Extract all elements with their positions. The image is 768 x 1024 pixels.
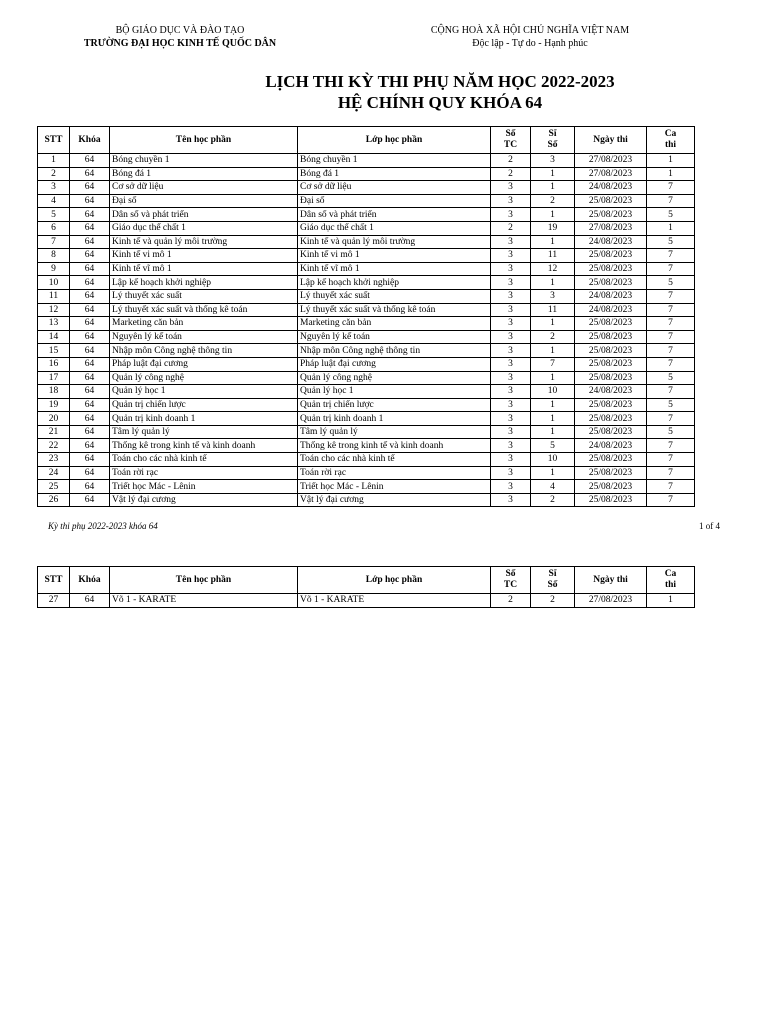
cell-si-so: 1 (531, 398, 575, 412)
cell-si-so: 1 (531, 466, 575, 480)
cell-lop-hoc-phan: Quản trị chiến lược (298, 398, 491, 412)
cell-ten-hoc-phan: Kinh tế vi mô 1 (110, 249, 298, 263)
cell-si-so: 1 (531, 371, 575, 385)
cell-so-tc: 3 (491, 276, 531, 290)
cell-si-so: 1 (531, 167, 575, 181)
cell-khoa: 64 (70, 385, 110, 399)
cell-stt: 23 (38, 453, 70, 467)
ministry-name: BỘ GIÁO DỤC VÀ ĐÀO TẠO (115, 25, 245, 36)
cell-ngay-thi: 24/08/2023 (575, 303, 647, 317)
cell-ten-hoc-phan: Bóng đá 1 (110, 167, 298, 181)
cell-ngay-thi: 24/08/2023 (575, 235, 647, 249)
cell-lop-hoc-phan: Cơ sở dữ liệu (298, 181, 491, 195)
table-header-row (38, 567, 695, 594)
cell-lop-hoc-phan: Tâm lý quản lý (298, 425, 491, 439)
cell-khoa: 64 (70, 453, 110, 467)
cell-si-so: 1 (531, 208, 575, 222)
cell-stt: 18 (38, 385, 70, 399)
col-header-ten-hoc-phan: Tên học phần (110, 567, 298, 594)
cell-stt: 3 (38, 181, 70, 195)
cell-ca-thi: 7 (647, 453, 695, 467)
table-row (38, 412, 695, 426)
cell-si-so: 4 (531, 480, 575, 494)
cell-ca-thi: 7 (647, 181, 695, 195)
cell-ngay-thi: 24/08/2023 (575, 385, 647, 399)
cell-ca-thi: 7 (647, 439, 695, 453)
cell-si-so: 1 (531, 181, 575, 195)
table-row (38, 154, 695, 168)
cell-si-so: 5 (531, 439, 575, 453)
cell-ten-hoc-phan: Lý thuyết xác suất và thống kê toán (110, 303, 298, 317)
ministry-header (60, 24, 300, 50)
cell-so-tc: 3 (491, 453, 531, 467)
cell-khoa: 64 (70, 493, 110, 507)
cell-lop-hoc-phan: Lý thuyết xác suất và thống kê toán (298, 303, 491, 317)
cell-ngay-thi: 24/08/2023 (575, 439, 647, 453)
cell-si-so: 1 (531, 276, 575, 290)
national-header (420, 24, 640, 50)
cell-si-so: 2 (531, 594, 575, 608)
cell-ngay-thi: 25/08/2023 (575, 262, 647, 276)
cell-so-tc: 3 (491, 357, 531, 371)
cell-khoa: 64 (70, 167, 110, 181)
cell-khoa: 64 (70, 221, 110, 235)
cell-ngay-thi: 27/08/2023 (575, 154, 647, 168)
cell-ten-hoc-phan: Toán rời rạc (110, 466, 298, 480)
cell-si-so: 10 (531, 453, 575, 467)
cell-so-tc: 3 (491, 398, 531, 412)
cell-stt: 9 (38, 262, 70, 276)
title-line-1: LỊCH THI KỲ THI PHỤ NĂM HỌC 2022-2023 (265, 72, 615, 91)
cell-lop-hoc-phan: Toán rời rạc (298, 466, 491, 480)
cell-ten-hoc-phan: Nhập môn Công nghệ thông tin (110, 344, 298, 358)
cell-so-tc: 2 (491, 167, 531, 181)
table-row (38, 208, 695, 222)
national-motto: Độc lập - Tự do - Hạnh phúc (472, 38, 588, 49)
document-title (180, 71, 700, 113)
cell-stt: 16 (38, 357, 70, 371)
cell-so-tc: 3 (491, 249, 531, 263)
cell-khoa: 64 (70, 208, 110, 222)
cell-lop-hoc-phan: Pháp luật đại cương (298, 357, 491, 371)
cell-stt: 1 (38, 154, 70, 168)
col-header-ten-hoc-phan: Tên học phần (110, 127, 298, 154)
table-row (38, 249, 695, 263)
cell-si-so: 1 (531, 235, 575, 249)
cell-ca-thi: 7 (647, 194, 695, 208)
cell-lop-hoc-phan: Marketing căn bản (298, 317, 491, 331)
table-row (38, 425, 695, 439)
cell-so-tc: 3 (491, 181, 531, 195)
table-row (38, 357, 695, 371)
cell-si-so: 3 (531, 289, 575, 303)
cell-ca-thi: 7 (647, 357, 695, 371)
cell-ngay-thi: 25/08/2023 (575, 317, 647, 331)
cell-ngay-thi: 25/08/2023 (575, 412, 647, 426)
cell-khoa: 64 (70, 398, 110, 412)
cell-ca-thi: 7 (647, 317, 695, 331)
cell-ten-hoc-phan: Bóng chuyền 1 (110, 154, 298, 168)
table-row (38, 493, 695, 507)
cell-lop-hoc-phan: Bóng đá 1 (298, 167, 491, 181)
cell-stt: 15 (38, 344, 70, 358)
cell-khoa: 64 (70, 480, 110, 494)
cell-stt: 4 (38, 194, 70, 208)
col-header-khoa: Khóa (70, 127, 110, 154)
cell-lop-hoc-phan: Bóng chuyền 1 (298, 154, 491, 168)
cell-ten-hoc-phan: Triết học Mác - Lênin (110, 480, 298, 494)
table-row (38, 453, 695, 467)
cell-stt: 17 (38, 371, 70, 385)
cell-ngay-thi: 25/08/2023 (575, 466, 647, 480)
table-row (38, 276, 695, 290)
cell-ten-hoc-phan: Lý thuyết xác suất (110, 289, 298, 303)
col-header-stt: STT (38, 567, 70, 594)
cell-si-so: 11 (531, 249, 575, 263)
exam-schedule-table-page-2 (37, 566, 695, 608)
cell-stt: 26 (38, 493, 70, 507)
cell-si-so: 1 (531, 317, 575, 331)
cell-ten-hoc-phan: Cơ sở dữ liệu (110, 181, 298, 195)
cell-ca-thi: 7 (647, 480, 695, 494)
col-header-lop-hoc-phan: Lớp học phần (298, 567, 491, 594)
cell-so-tc: 3 (491, 330, 531, 344)
cell-si-so: 2 (531, 330, 575, 344)
cell-stt: 8 (38, 249, 70, 263)
cell-stt: 11 (38, 289, 70, 303)
cell-khoa: 64 (70, 317, 110, 331)
cell-ten-hoc-phan: Giáo dục thể chất 1 (110, 221, 298, 235)
cell-khoa: 64 (70, 249, 110, 263)
cell-lop-hoc-phan: Toán cho các nhà kinh tế (298, 453, 491, 467)
cell-si-so: 10 (531, 385, 575, 399)
col-header-lop-hoc-phan: Lớp học phần (298, 127, 491, 154)
cell-ca-thi: 7 (647, 493, 695, 507)
col-header-so-tc: Số TC (491, 127, 531, 154)
cell-ngay-thi: 25/08/2023 (575, 276, 647, 290)
cell-ten-hoc-phan: Nguyên lý kế toán (110, 330, 298, 344)
cell-stt: 27 (38, 594, 70, 608)
cell-lop-hoc-phan: Kinh tế vi mô 1 (298, 249, 491, 263)
cell-ca-thi: 5 (647, 208, 695, 222)
cell-stt: 14 (38, 330, 70, 344)
cell-khoa: 64 (70, 289, 110, 303)
cell-so-tc: 3 (491, 439, 531, 453)
cell-ngay-thi: 25/08/2023 (575, 480, 647, 494)
cell-so-tc: 3 (491, 493, 531, 507)
cell-lop-hoc-phan: Kinh tế và quản lý môi trường (298, 235, 491, 249)
cell-ca-thi: 7 (647, 412, 695, 426)
cell-ca-thi: 7 (647, 330, 695, 344)
footer-caption: Kỳ thi phụ 2022-2023 khóa 64 (48, 521, 158, 531)
cell-stt: 6 (38, 221, 70, 235)
cell-si-so: 2 (531, 493, 575, 507)
cell-khoa: 64 (70, 425, 110, 439)
col-header-stt: STT (38, 127, 70, 154)
cell-ca-thi: 7 (647, 344, 695, 358)
table-header-row (38, 127, 695, 154)
table-row (38, 480, 695, 494)
cell-ngay-thi: 25/08/2023 (575, 344, 647, 358)
cell-so-tc: 3 (491, 425, 531, 439)
cell-khoa: 64 (70, 344, 110, 358)
cell-khoa: 64 (70, 181, 110, 195)
cell-stt: 2 (38, 167, 70, 181)
cell-stt: 25 (38, 480, 70, 494)
cell-so-tc: 3 (491, 371, 531, 385)
cell-so-tc: 3 (491, 317, 531, 331)
cell-stt: 22 (38, 439, 70, 453)
cell-ngay-thi: 25/08/2023 (575, 371, 647, 385)
cell-ngay-thi: 27/08/2023 (575, 594, 647, 608)
cell-lop-hoc-phan: Nguyên lý kế toán (298, 330, 491, 344)
table-row (38, 262, 695, 276)
cell-ngay-thi: 25/08/2023 (575, 398, 647, 412)
cell-so-tc: 2 (491, 221, 531, 235)
cell-ten-hoc-phan: Kinh tế vĩ mô 1 (110, 262, 298, 276)
col-header-ca-thi: Ca thi (647, 567, 695, 594)
col-header-si-so: Sĩ Số (531, 127, 575, 154)
country-name: CỘNG HOÀ XÃ HỘI CHỦ NGHĨA VIỆT NAM (430, 25, 630, 36)
page-number: 1 of 4 (699, 521, 720, 531)
cell-stt: 21 (38, 425, 70, 439)
cell-ngay-thi: 25/08/2023 (575, 453, 647, 467)
col-header-ngay-thi: Ngày thi (575, 127, 647, 154)
cell-so-tc: 3 (491, 412, 531, 426)
cell-ngay-thi: 24/08/2023 (575, 289, 647, 303)
table-row (38, 289, 695, 303)
cell-si-so: 3 (531, 154, 575, 168)
cell-so-tc: 3 (491, 466, 531, 480)
cell-ca-thi: 7 (647, 303, 695, 317)
table-row (38, 317, 695, 331)
col-header-so-tc: Số TC (491, 567, 531, 594)
cell-lop-hoc-phan: Võ 1 - KARATE (298, 594, 491, 608)
cell-ca-thi: 1 (647, 154, 695, 168)
cell-ca-thi: 1 (647, 594, 695, 608)
cell-stt: 24 (38, 466, 70, 480)
cell-so-tc: 3 (491, 480, 531, 494)
cell-stt: 19 (38, 398, 70, 412)
cell-khoa: 64 (70, 276, 110, 290)
cell-ngay-thi: 25/08/2023 (575, 208, 647, 222)
cell-so-tc: 3 (491, 289, 531, 303)
col-header-khoa: Khóa (70, 567, 110, 594)
cell-khoa: 64 (70, 262, 110, 276)
cell-ngay-thi: 25/08/2023 (575, 249, 647, 263)
table-row (38, 235, 695, 249)
cell-ten-hoc-phan: Vật lý đại cương (110, 493, 298, 507)
cell-si-so: 1 (531, 412, 575, 426)
cell-lop-hoc-phan: Dân số và phát triển (298, 208, 491, 222)
cell-stt: 13 (38, 317, 70, 331)
cell-ten-hoc-phan: Toán cho các nhà kinh tế (110, 453, 298, 467)
cell-lop-hoc-phan: Nhập môn Công nghệ thông tin (298, 344, 491, 358)
table-row (38, 167, 695, 181)
cell-ngay-thi: 24/08/2023 (575, 181, 647, 195)
cell-so-tc: 3 (491, 303, 531, 317)
cell-khoa: 64 (70, 357, 110, 371)
cell-ten-hoc-phan: Kinh tế và quản lý môi trường (110, 235, 298, 249)
cell-lop-hoc-phan: Quản trị kinh doanh 1 (298, 412, 491, 426)
cell-stt: 10 (38, 276, 70, 290)
col-header-ca-thi: Ca thi (647, 127, 695, 154)
table-row (38, 181, 695, 195)
cell-ca-thi: 7 (647, 289, 695, 303)
cell-lop-hoc-phan: Lập kế hoạch khởi nghiệp (298, 276, 491, 290)
cell-khoa: 64 (70, 371, 110, 385)
cell-lop-hoc-phan: Giáo dục thể chất 1 (298, 221, 491, 235)
cell-si-so: 1 (531, 344, 575, 358)
cell-si-so: 19 (531, 221, 575, 235)
cell-khoa: 64 (70, 235, 110, 249)
cell-ten-hoc-phan: Quản lý học 1 (110, 385, 298, 399)
cell-khoa: 64 (70, 439, 110, 453)
cell-ngay-thi: 27/08/2023 (575, 167, 647, 181)
table-row (38, 330, 695, 344)
cell-so-tc: 3 (491, 385, 531, 399)
cell-ten-hoc-phan: Võ 1 - KARATE (110, 594, 298, 608)
cell-ca-thi: 7 (647, 466, 695, 480)
cell-ca-thi: 7 (647, 262, 695, 276)
cell-stt: 20 (38, 412, 70, 426)
cell-so-tc: 3 (491, 235, 531, 249)
cell-lop-hoc-phan: Triết học Mác - Lênin (298, 480, 491, 494)
cell-ten-hoc-phan: Quản lý công nghệ (110, 371, 298, 385)
cell-ca-thi: 1 (647, 221, 695, 235)
cell-ca-thi: 7 (647, 385, 695, 399)
table-row (38, 371, 695, 385)
table-row (38, 221, 695, 235)
col-header-si-so: Sĩ Số (531, 567, 575, 594)
cell-so-tc: 3 (491, 208, 531, 222)
cell-ca-thi: 7 (647, 249, 695, 263)
cell-ten-hoc-phan: Pháp luật đại cương (110, 357, 298, 371)
cell-ngay-thi: 27/08/2023 (575, 221, 647, 235)
cell-lop-hoc-phan: Lý thuyết xác suất (298, 289, 491, 303)
cell-ngay-thi: 25/08/2023 (575, 493, 647, 507)
cell-ten-hoc-phan: Marketing căn bản (110, 317, 298, 331)
university-name: TRƯỜNG ĐẠI HỌC KINH TẾ QUỐC DÂN (83, 38, 277, 49)
cell-ten-hoc-phan: Quản trị chiến lược (110, 398, 298, 412)
cell-khoa: 64 (70, 303, 110, 317)
table-row (38, 398, 695, 412)
cell-khoa: 64 (70, 194, 110, 208)
cell-so-tc: 3 (491, 262, 531, 276)
cell-si-so: 12 (531, 262, 575, 276)
cell-ten-hoc-phan: Đại số (110, 194, 298, 208)
cell-stt: 5 (38, 208, 70, 222)
col-header-ngay-thi: Ngày thi (575, 567, 647, 594)
cell-lop-hoc-phan: Đại số (298, 194, 491, 208)
exam-schedule-table-page-1 (37, 126, 695, 507)
cell-ten-hoc-phan: Quản trị kinh doanh 1 (110, 412, 298, 426)
cell-stt: 7 (38, 235, 70, 249)
cell-lop-hoc-phan: Thống kê trong kinh tế và kinh doanh (298, 439, 491, 453)
cell-lop-hoc-phan: Quản lý công nghệ (298, 371, 491, 385)
cell-ten-hoc-phan: Thống kê trong kinh tế và kinh doanh (110, 439, 298, 453)
cell-ca-thi: 5 (647, 425, 695, 439)
cell-ten-hoc-phan: Dân số và phát triển (110, 208, 298, 222)
table-row (38, 194, 695, 208)
cell-ten-hoc-phan: Tâm lý quản lý (110, 425, 298, 439)
cell-so-tc: 2 (491, 154, 531, 168)
cell-ca-thi: 5 (647, 371, 695, 385)
cell-khoa: 64 (70, 412, 110, 426)
cell-stt: 12 (38, 303, 70, 317)
cell-so-tc: 3 (491, 194, 531, 208)
table-row (38, 303, 695, 317)
cell-ngay-thi: 25/08/2023 (575, 330, 647, 344)
cell-ca-thi: 5 (647, 235, 695, 249)
cell-khoa: 64 (70, 330, 110, 344)
table-row (38, 594, 695, 608)
cell-si-so: 11 (531, 303, 575, 317)
cell-ngay-thi: 25/08/2023 (575, 194, 647, 208)
cell-lop-hoc-phan: Vật lý đại cương (298, 493, 491, 507)
table-row (38, 344, 695, 358)
title-line-2: HỆ CHÍNH QUY KHÓA 64 (337, 93, 543, 112)
cell-so-tc: 2 (491, 594, 531, 608)
cell-khoa: 64 (70, 466, 110, 480)
table-row (38, 466, 695, 480)
cell-so-tc: 3 (491, 344, 531, 358)
cell-khoa: 64 (70, 594, 110, 608)
table-row (38, 439, 695, 453)
cell-ten-hoc-phan: Lập kế hoạch khởi nghiệp (110, 276, 298, 290)
cell-ngay-thi: 25/08/2023 (575, 425, 647, 439)
cell-khoa: 64 (70, 154, 110, 168)
cell-ca-thi: 5 (647, 276, 695, 290)
cell-ngay-thi: 25/08/2023 (575, 357, 647, 371)
cell-si-so: 7 (531, 357, 575, 371)
cell-lop-hoc-phan: Kinh tế vĩ mô 1 (298, 262, 491, 276)
cell-lop-hoc-phan: Quản lý học 1 (298, 385, 491, 399)
cell-si-so: 2 (531, 194, 575, 208)
cell-ca-thi: 1 (647, 167, 695, 181)
cell-si-so: 1 (531, 425, 575, 439)
cell-ca-thi: 5 (647, 398, 695, 412)
table-row (38, 385, 695, 399)
